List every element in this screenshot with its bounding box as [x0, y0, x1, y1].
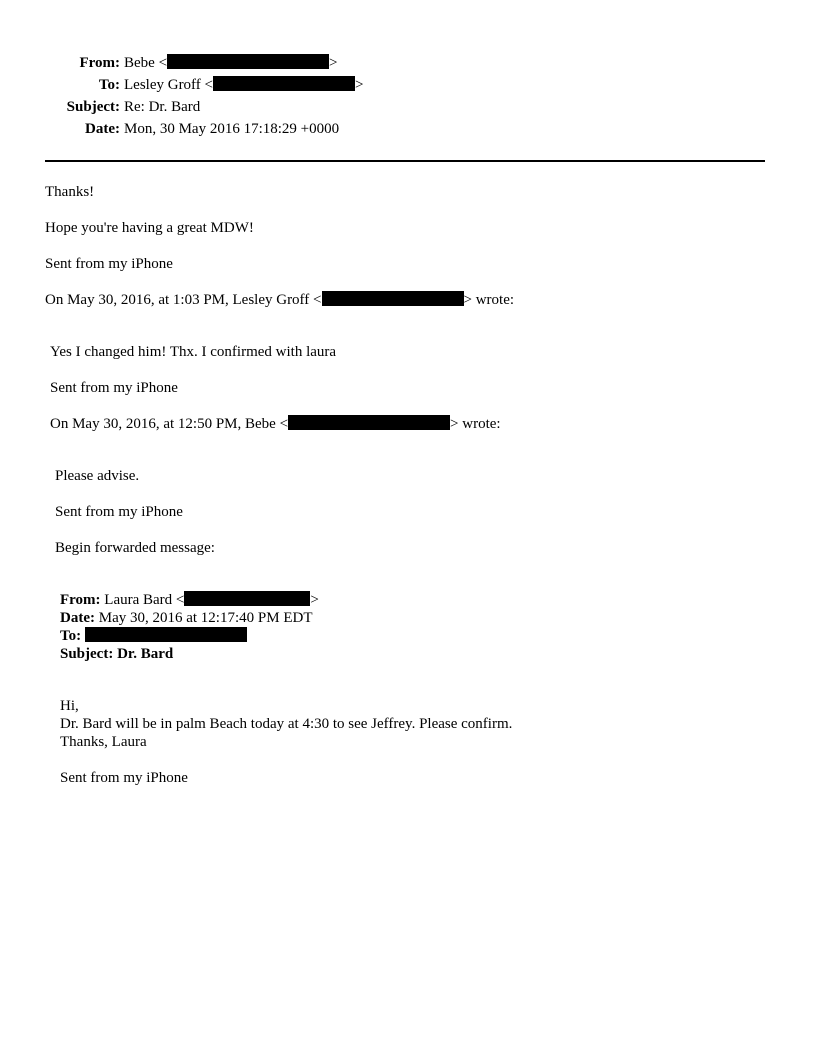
quote1-prefix: On May 30, 2016, at 1:03 PM, Lesley Groff <	[45, 292, 322, 308]
header-date-row	[0, 120, 500, 138]
subject-label: Subject:	[66, 99, 120, 115]
fwd-from-value: Laura Bard <	[104, 592, 185, 608]
subject-value: Re: Dr. Bard	[124, 99, 201, 115]
header-subject-row	[0, 98, 500, 116]
quote1-line1: Yes I changed him! Thx. I confirmed with laura	[50, 344, 337, 360]
fwd-from-close: >	[310, 592, 319, 608]
date-value: Mon, 30 May 2016 17:18:29 +0000	[124, 121, 340, 137]
body-signature: Sent from my iPhone	[45, 256, 173, 272]
body-thanks: Thanks!	[45, 184, 95, 200]
quote1-suffix: > wrote:	[463, 292, 515, 308]
msg-closing: Thanks, Laura	[60, 734, 147, 750]
date-label: Date:	[85, 121, 120, 137]
body-hope: Hope you're having a great MDW!	[45, 220, 254, 236]
redaction-bar	[322, 291, 464, 306]
header-divider	[45, 160, 765, 162]
fwd-subject-row	[60, 645, 173, 663]
to-close: >	[355, 77, 364, 93]
header-to-row	[0, 76, 500, 94]
fwd-subject-value: Dr. Bard	[117, 646, 174, 662]
fwd-date-row	[60, 609, 312, 627]
quote2-line1: Please advise.	[55, 468, 140, 484]
from-name: Bebe <	[124, 55, 168, 71]
msg-signature: Sent from my iPhone	[60, 770, 188, 786]
quote-attribution-1	[45, 291, 514, 309]
quote2-line3: Begin forwarded message:	[55, 540, 215, 556]
header-from-row	[0, 54, 500, 72]
from-label: From:	[79, 55, 120, 71]
to-value	[124, 76, 363, 94]
quote2-suffix: > wrote:	[450, 416, 501, 432]
msg-body: Dr. Bard will be in palm Beach today at 4:30 to see Jeffrey. Please confirm.	[60, 716, 513, 732]
redaction-bar	[288, 415, 450, 430]
fwd-date-value: May 30, 2016 at 12:17:40 PM EDT	[98, 610, 313, 626]
from-value	[124, 54, 338, 72]
msg-greeting: Hi,	[60, 698, 79, 714]
quote2-prefix: On May 30, 2016, at 12:50 PM, Bebe <	[50, 416, 289, 432]
redaction-bar	[213, 76, 355, 91]
quote2-line2: Sent from my iPhone	[55, 504, 183, 520]
fwd-date-label: Date:	[60, 610, 95, 626]
fwd-from-label: From:	[60, 592, 101, 608]
to-label: To:	[98, 77, 120, 93]
redaction-bar	[184, 591, 310, 606]
fwd-from-row	[60, 591, 319, 609]
to-name: Lesley Groff <	[124, 77, 213, 93]
fwd-to-row	[60, 627, 247, 645]
fwd-subject-label: Subject:	[60, 646, 114, 662]
redaction-bar	[85, 627, 247, 642]
quote1-line2: Sent from my iPhone	[50, 380, 178, 396]
fwd-to-label: To:	[60, 628, 82, 644]
quote-attribution-2	[50, 415, 501, 433]
from-close: >	[329, 55, 338, 71]
redaction-bar	[167, 54, 329, 69]
